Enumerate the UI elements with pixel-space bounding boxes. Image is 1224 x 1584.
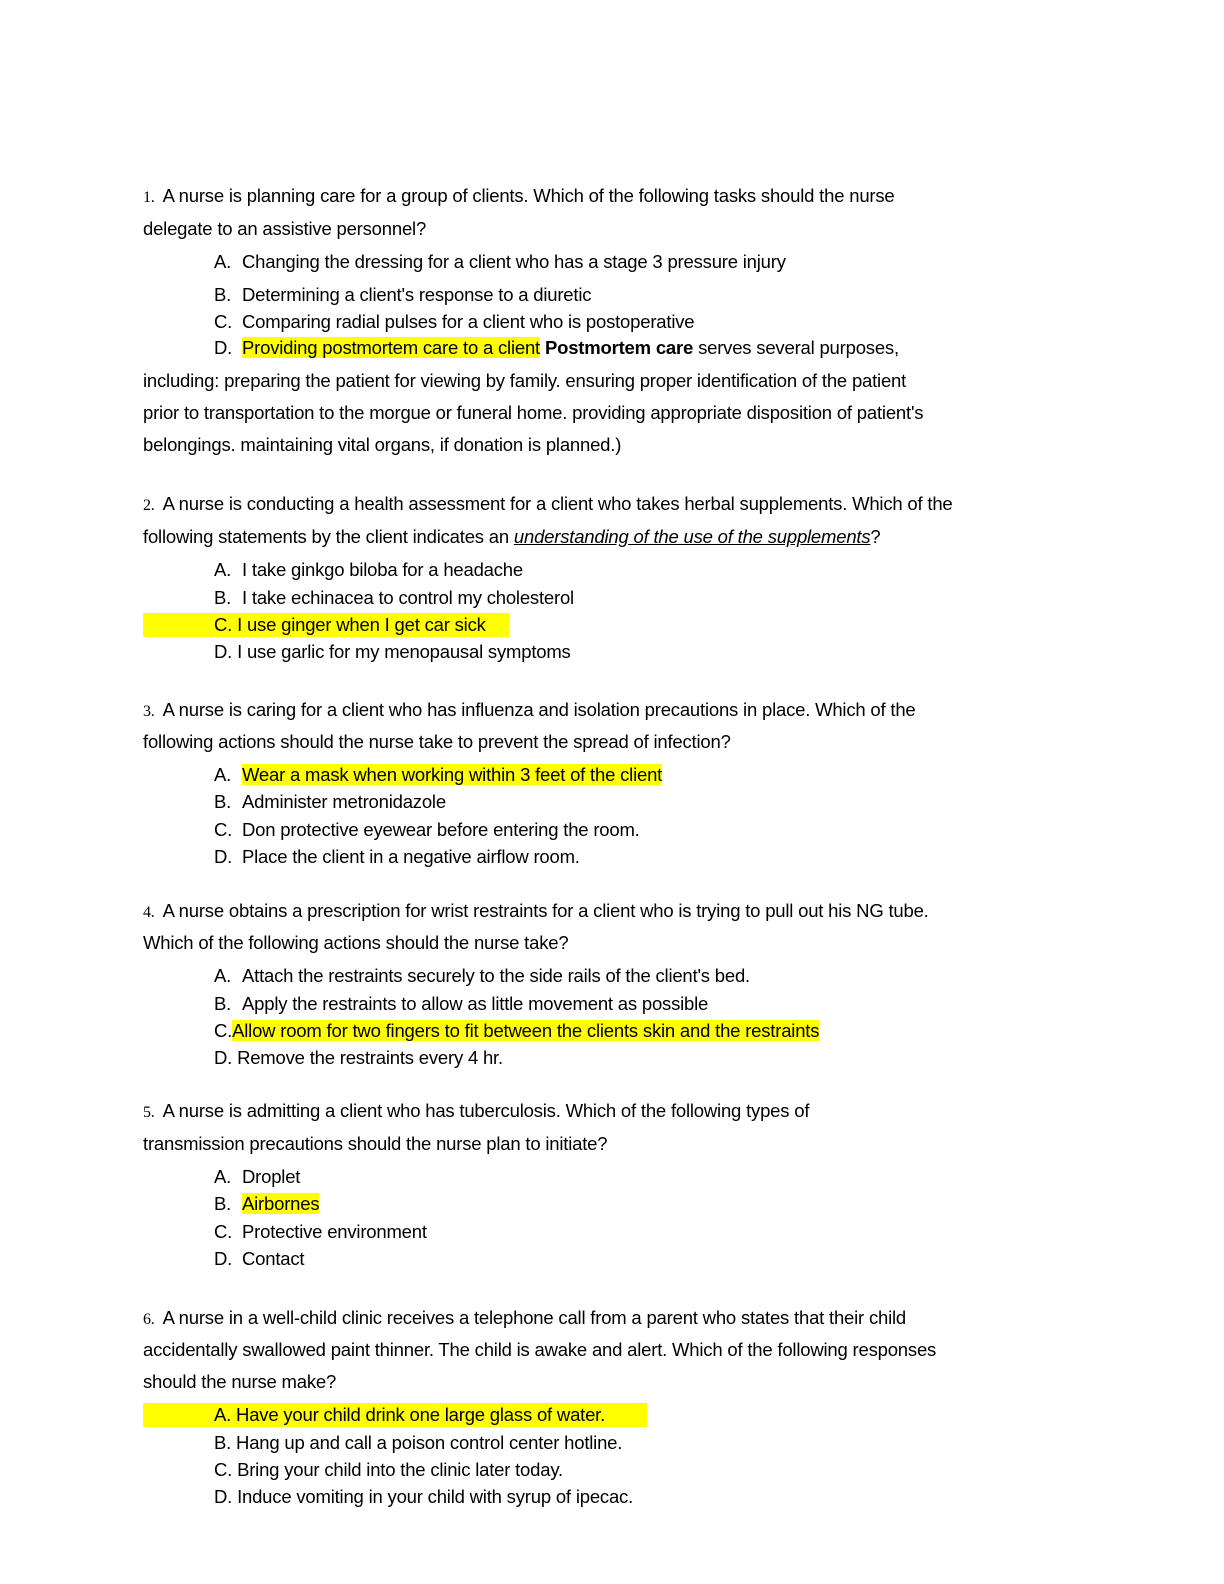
- q1-option-a: A. Changing the dressing for a client who has a stage 3 pressure injury: [214, 251, 786, 272]
- q3-number: 3.: [143, 703, 155, 720]
- q4-stem-line2: Which of the following actions should the nurse take?: [143, 932, 569, 953]
- q1-note-line4: belongings. maintaining vital organs, if donation is planned.): [143, 434, 622, 455]
- q1-stem-text1: A nurse is planning care for a group of clients. Which of the following tasks should the nurse: [162, 185, 895, 206]
- q3-stem-line1: 3. A nurse is caring for a client who has influenza and isolation precautions in place. Which of the: [143, 699, 916, 723]
- q5-number: 5.: [143, 1104, 155, 1121]
- q1-answer-highlight: Providing postmortem care to a client: [242, 337, 540, 358]
- q2-option-b: B. I take echinacea to control my cholesterol: [214, 587, 574, 608]
- q1-note-line3: prior to transportation to the morgue or funeral home. providing appropriate disposition of patient's: [143, 402, 924, 423]
- q3-option-c: C. Don protective eyewear before entering the room.: [214, 819, 640, 840]
- q6-stem-line3: should the nurse make?: [143, 1371, 337, 1392]
- q5-option-b: B. Airbornes: [214, 1193, 320, 1214]
- q4-option-a: A. Attach the restraints securely to the side rails of the client's bed.: [214, 965, 750, 986]
- q6-option-d: D. Induce vomiting in your child with syrup of ipecac.: [214, 1486, 634, 1507]
- q1-option-d: D. Providing postmortem care to a client Postmortem care serves several purposes,: [214, 337, 899, 358]
- q6-option-c: C. Bring your child into the clinic later today.: [214, 1459, 563, 1480]
- q4-option-d: D. Remove the restraints every 4 hr.: [214, 1047, 503, 1068]
- q5-stem-line2: transmission precautions should the nurse plan to initiate?: [143, 1133, 608, 1154]
- q4-option-b: B. Apply the restraints to allow as little movement as possible: [214, 993, 709, 1014]
- q2-option-c: C. I use ginger when I get car sick: [214, 614, 486, 635]
- q4-option-c: C.Allow room for two fingers to fit between the clients skin and the restraints: [214, 1020, 820, 1041]
- q2-option-a: A. I take ginkgo biloba for a headache: [214, 559, 523, 580]
- q2-option-d: D. I use garlic for my menopausal symptoms: [214, 641, 571, 662]
- q1-note-line2: including: preparing the patient for viewing by family. ensuring proper identification of the patient: [143, 370, 907, 391]
- q1-stem-line2: delegate to an assistive personnel?: [143, 218, 427, 239]
- q4-stem-line1: 4. A nurse obtains a prescription for wrist restraints for a client who is trying to pull out his NG tube.: [143, 900, 929, 924]
- q6-stem-line1: 6. A nurse in a well-child clinic receives a telephone call from a parent who states that their child: [143, 1307, 906, 1331]
- q5-option-d: D. Contact: [214, 1248, 305, 1269]
- q2-number: 2.: [143, 497, 155, 514]
- q6-stem-line2: accidentally swallowed paint thinner. The child is awake and alert. Which of the following responses: [143, 1339, 937, 1360]
- q5-option-c: C. Protective environment: [214, 1221, 427, 1242]
- q5-answer-highlight: Airbornes: [242, 1193, 320, 1214]
- q4-number: 4.: [143, 904, 155, 921]
- q1-number: 1.: [143, 189, 155, 206]
- q1-note-rest: serves several purposes,: [698, 337, 899, 358]
- q2-underlined-phrase: understanding of the use of the supplements: [513, 526, 871, 547]
- q6-option-b: B. Hang up and call a poison control center hotline.: [214, 1432, 623, 1453]
- q5-stem-line1: 5. A nurse is admitting a client who has tuberculosis. Which of the following types of: [143, 1100, 809, 1124]
- q6-option-a: A. Have your child drink one large glass of water.: [214, 1404, 606, 1425]
- q5-option-a: A. Droplet: [214, 1166, 301, 1187]
- q6-number: 6.: [143, 1311, 155, 1328]
- q3-option-a: A. Wear a mask when working within 3 feet of the client: [214, 764, 663, 785]
- q1-option-c: C. Comparing radial pulses for a client who is postoperative: [214, 311, 695, 332]
- q1-stem-line1: [143, 185, 895, 209]
- q3-answer-highlight: Wear a mask when working within 3 feet of the client: [242, 764, 663, 785]
- q3-option-b: B. Administer metronidazole: [214, 791, 446, 812]
- q1-option-b: B. Determining a client's response to a diuretic: [214, 284, 592, 305]
- q4-answer-highlight: Allow room for two fingers to fit between the clients skin and the restraints: [232, 1020, 820, 1041]
- q3-stem-line2: following actions should the nurse take to prevent the spread of infection?: [143, 731, 731, 752]
- q1-note-bold: Postmortem care: [544, 337, 694, 358]
- q2-stem-line1: 2. A nurse is conducting a health assessment for a client who takes herbal supplements. Which of the: [143, 493, 953, 517]
- q2-stem-line2: following statements by the client indicates an understanding of the use of the supplements?: [143, 526, 881, 547]
- q3-option-d: D. Place the client in a negative airflow room.: [214, 846, 580, 867]
